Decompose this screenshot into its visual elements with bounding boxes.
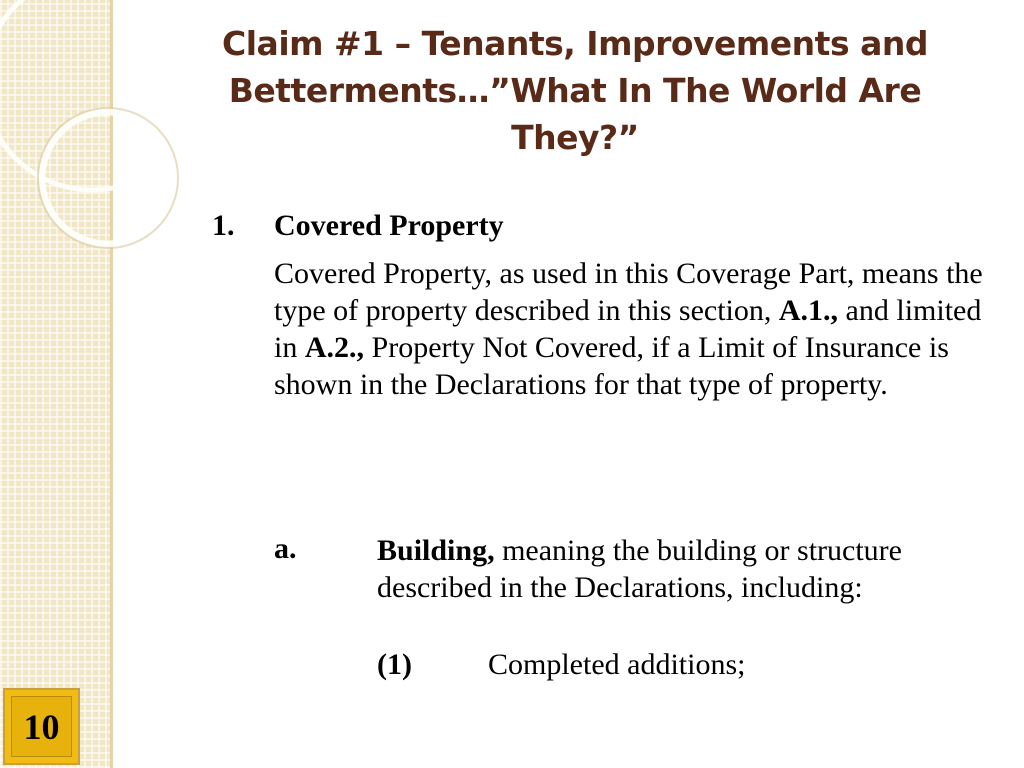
decorative-ring-shadow <box>38 108 178 248</box>
paragraph-ref-a1: A.1., <box>778 294 839 327</box>
slide-number-inner <box>11 696 72 757</box>
slide-number: 10 <box>23 706 60 747</box>
item-number: 1. <box>212 209 235 242</box>
decorative-ring-small <box>42 112 174 244</box>
sub-item-letter: a. <box>274 532 297 565</box>
paragraph-ref-a2: A.2., <box>304 331 365 364</box>
paragraph-text-1: Covered Property, as used in this Coverage Part, means the type of property described in this section, <box>274 257 983 327</box>
sub-item-text <box>377 532 1017 606</box>
paragraph-text-2: and limited in <box>274 294 982 364</box>
slide-number-box <box>3 688 80 765</box>
paragraph-text-3: Property Not Covered, if a Limit of Insurance is shown in the Declarations for that type of property. <box>274 331 949 401</box>
slide-title: Claim #1 – Tenants, Improvements and Betterments…”What In The World Are They?” <box>222 24 928 157</box>
sub-item-term: Building, <box>377 534 495 567</box>
sub-sub-item-number: (1) <box>377 648 412 681</box>
sub-item-description: meaning the building or structure described in the Declarations, including: <box>377 534 902 604</box>
sub-sub-item-text: Completed additions; <box>488 648 746 681</box>
covered-property-paragraph <box>274 255 994 403</box>
item-heading: Covered Property <box>274 209 504 242</box>
